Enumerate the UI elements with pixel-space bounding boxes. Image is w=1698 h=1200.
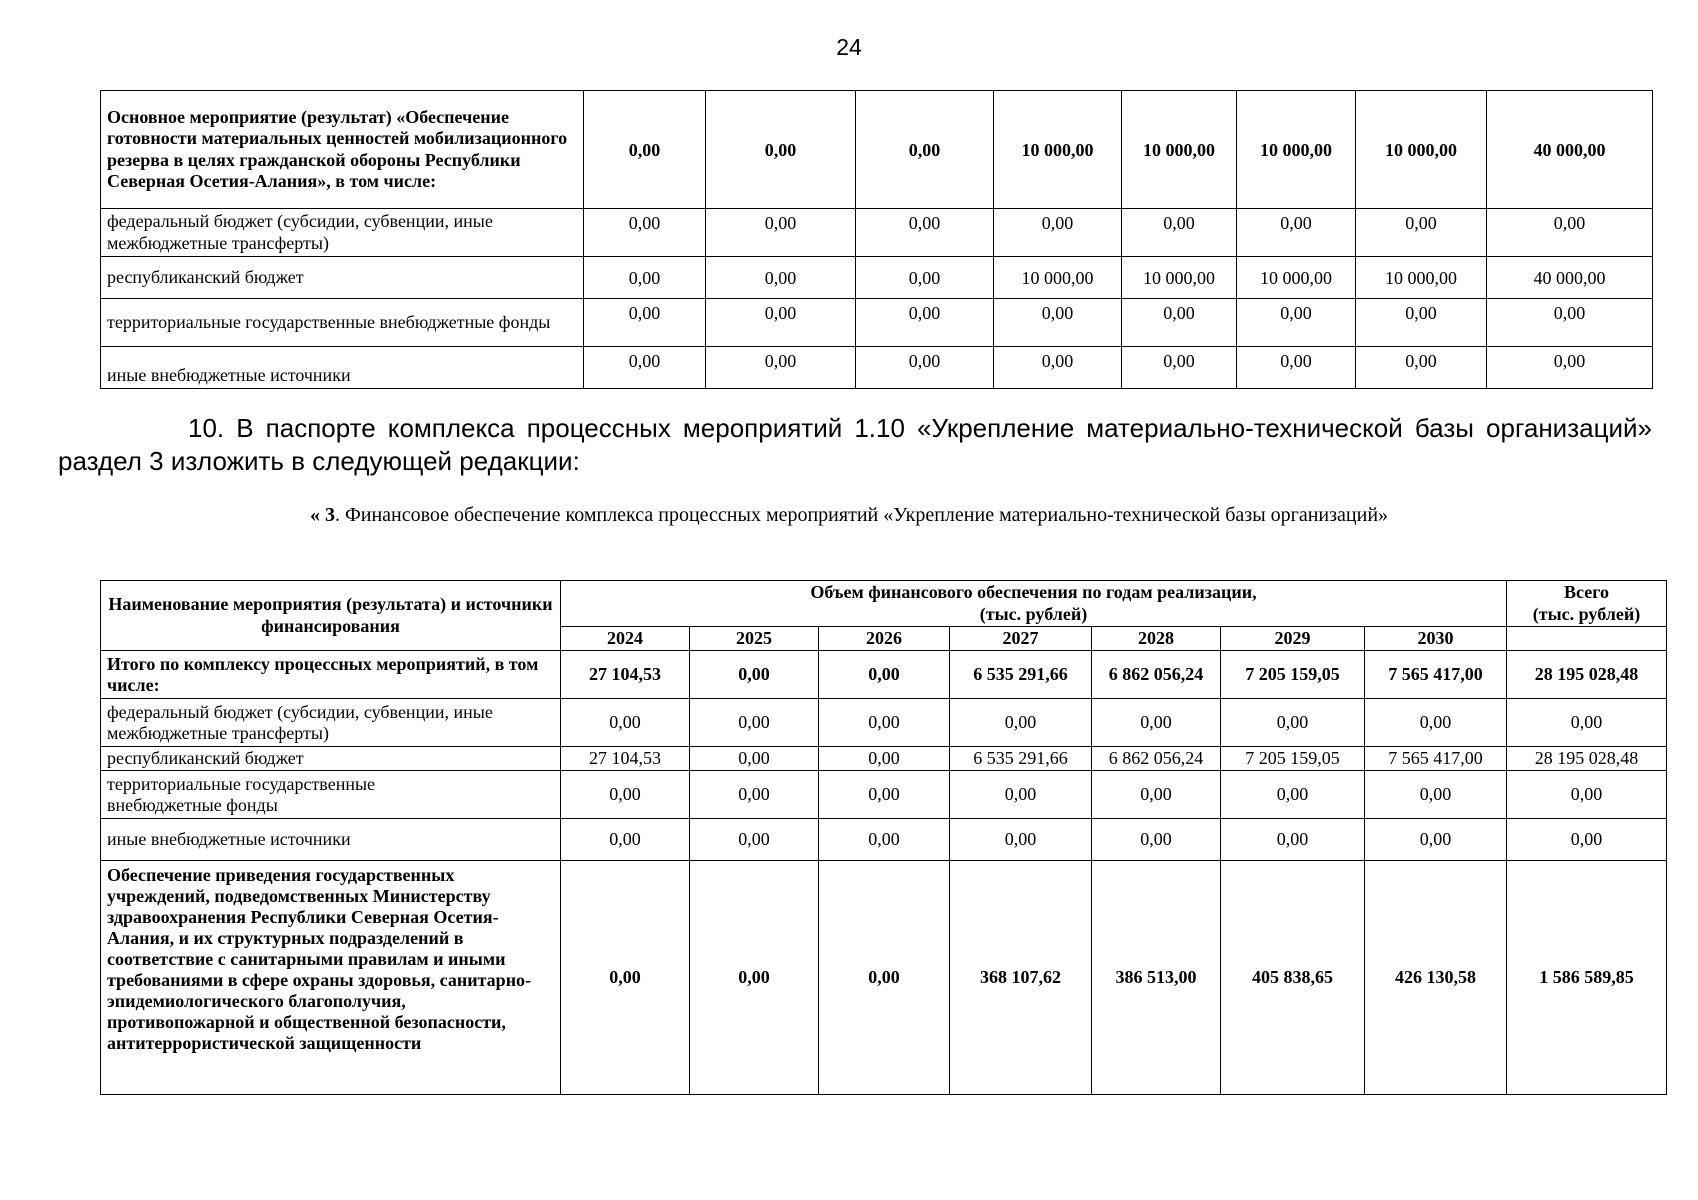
section-title	[0, 504, 1698, 527]
value-cell: 10 000,00	[1237, 91, 1356, 209]
value-cell: 0,00	[1356, 299, 1487, 347]
value-cell: 10 000,00	[1122, 257, 1237, 299]
amendment-paragraph: 10. В паспорте комплекса процессных мероприятий 1.10 «Укрепление материально-технической базы организаций» раздел 3 изложить в следующей редакции:	[58, 413, 1652, 476]
value-cell: 0,00	[561, 861, 690, 1095]
value-cell: 0,00	[950, 699, 1092, 747]
row-name: Итого по комплексу процессных мероприятий, в том числе:	[101, 651, 561, 699]
mobilization-reserve-table	[100, 90, 1653, 389]
total-cell: 28 195 028,48	[1507, 747, 1667, 771]
value-cell: 10 000,00	[994, 257, 1122, 299]
row-name: федеральный бюджет (субсидии, субвенции, иные межбюджетные трансферты)	[101, 699, 561, 747]
value-cell: 0,00	[1365, 699, 1507, 747]
total-cell: 0,00	[1507, 699, 1667, 747]
value-cell: 0,00	[584, 91, 706, 209]
header-total-line2: (тыс. рублей)	[1532, 603, 1641, 624]
header-total-line1: Всего	[1564, 582, 1609, 603]
table-row	[101, 347, 1653, 389]
row-name: республиканский бюджет	[101, 257, 584, 299]
year-header: 2026	[819, 627, 950, 651]
header-volume-line1: Объем финансового обеспечения по годам реализации,	[810, 582, 1257, 603]
header-total	[1507, 581, 1667, 627]
value-cell: 0,00	[856, 91, 994, 209]
total-cell: 0,00	[1507, 819, 1667, 861]
value-cell: 0,00	[950, 771, 1092, 819]
value-cell: 0,00	[690, 861, 819, 1095]
value-cell: 6 862 056,24	[1092, 651, 1221, 699]
row-name: территориальные государственные внебюджетные фонды	[101, 299, 584, 347]
table-row	[101, 699, 1667, 747]
total-cell: 0,00	[1487, 209, 1653, 257]
year-header: 2027	[950, 627, 1092, 651]
value-cell: 0,00	[819, 771, 950, 819]
value-cell: 0,00	[1221, 771, 1365, 819]
value-cell: 0,00	[819, 699, 950, 747]
row-name: территориальные государственные внебюджетные фонды	[101, 771, 561, 819]
row-name: республиканский бюджет	[101, 747, 561, 771]
value-cell: 0,00	[994, 209, 1122, 257]
value-cell: 0,00	[1221, 819, 1365, 861]
total-cell: 0,00	[1507, 771, 1667, 819]
value-cell: 0,00	[690, 747, 819, 771]
table-row	[101, 299, 1653, 347]
value-cell: 0,00	[584, 347, 706, 389]
value-cell: 0,00	[706, 91, 856, 209]
row-name: Основное мероприятие (результат) «Обеспечение готовности материальных ценностей мобилизационного резерва в целях гражданской обороны Республики Северная Осетия-Алания», в том числе:	[101, 91, 584, 209]
value-cell: 405 838,65	[1221, 861, 1365, 1095]
total-cell: 40 000,00	[1487, 91, 1653, 209]
value-cell: 0,00	[950, 819, 1092, 861]
total-cell: 0,00	[1487, 347, 1653, 389]
header-volume	[561, 581, 1507, 627]
value-cell: 426 130,58	[1365, 861, 1507, 1095]
value-cell: 0,00	[690, 651, 819, 699]
value-cell: 0,00	[706, 209, 856, 257]
header-volume-line2: (тыс. рублей)	[979, 603, 1088, 624]
value-cell: 0,00	[1356, 209, 1487, 257]
table-row	[101, 91, 1653, 209]
value-cell: 0,00	[584, 299, 706, 347]
value-cell: 0,00	[994, 299, 1122, 347]
value-cell: 6 535 291,66	[950, 651, 1092, 699]
table-row	[101, 257, 1653, 299]
value-cell: 0,00	[856, 209, 994, 257]
value-cell: 0,00	[1092, 819, 1221, 861]
value-cell: 0,00	[994, 347, 1122, 389]
value-cell: 0,00	[706, 299, 856, 347]
value-cell: 0,00	[1122, 209, 1237, 257]
empty-header	[1507, 627, 1667, 651]
value-cell: 0,00	[1356, 347, 1487, 389]
table-row	[101, 861, 1667, 1095]
value-cell: 0,00	[1365, 819, 1507, 861]
value-cell: 7 205 159,05	[1221, 651, 1365, 699]
value-cell: 0,00	[856, 347, 994, 389]
value-cell: 0,00	[819, 747, 950, 771]
section-number: « 3	[309, 504, 335, 526]
value-cell: 0,00	[690, 819, 819, 861]
table-row	[101, 771, 1667, 819]
header-row	[101, 581, 1667, 627]
value-cell: 0,00	[690, 699, 819, 747]
value-cell: 0,00	[819, 819, 950, 861]
value-cell: 10 000,00	[1122, 91, 1237, 209]
value-cell: 0,00	[561, 819, 690, 861]
total-cell: 28 195 028,48	[1507, 651, 1667, 699]
value-cell: 368 107,62	[950, 861, 1092, 1095]
value-cell: 0,00	[1092, 699, 1221, 747]
value-cell: 7 205 159,05	[1221, 747, 1365, 771]
page-number: 24	[836, 34, 862, 60]
value-cell: 0,00	[584, 257, 706, 299]
value-cell: 0,00	[561, 699, 690, 747]
value-cell: 6 862 056,24	[1092, 747, 1221, 771]
value-cell: 0,00	[1122, 347, 1237, 389]
value-cell: 0,00	[584, 209, 706, 257]
value-cell: 0,00	[561, 771, 690, 819]
row-name: иные внебюджетные источники	[101, 819, 561, 861]
value-cell: 10 000,00	[1356, 257, 1487, 299]
row-name: иные внебюджетные источники	[101, 347, 584, 389]
value-cell: 0,00	[690, 771, 819, 819]
value-cell: 0,00	[1122, 299, 1237, 347]
value-cell: 0,00	[706, 257, 856, 299]
year-header: 2028	[1092, 627, 1221, 651]
value-cell: 0,00	[819, 861, 950, 1095]
value-cell: 7 565 417,00	[1365, 747, 1507, 771]
value-cell: 0,00	[819, 651, 950, 699]
value-cell: 0,00	[856, 257, 994, 299]
value-cell: 10 000,00	[1356, 91, 1487, 209]
value-cell: 27 104,53	[561, 747, 690, 771]
header-name: Наименование мероприятия (результата) и источники финансирования	[101, 581, 561, 651]
value-cell: 0,00	[1237, 209, 1356, 257]
value-cell: 7 565 417,00	[1365, 651, 1507, 699]
value-cell: 0,00	[856, 299, 994, 347]
value-cell: 0,00	[1365, 771, 1507, 819]
total-cell: 40 000,00	[1487, 257, 1653, 299]
value-cell: 386 513,00	[1092, 861, 1221, 1095]
table-row	[101, 747, 1667, 771]
year-header: 2030	[1365, 627, 1507, 651]
value-cell: 27 104,53	[561, 651, 690, 699]
value-cell: 10 000,00	[994, 91, 1122, 209]
value-cell: 0,00	[1237, 347, 1356, 389]
financing-table	[100, 580, 1667, 1095]
total-cell: 0,00	[1487, 299, 1653, 347]
value-cell: 0,00	[1237, 299, 1356, 347]
table-row	[101, 209, 1653, 257]
table-row	[101, 819, 1667, 861]
section-title-text: . Финансовое обеспечение комплекса процессных мероприятий «Укрепление материально-технической базы организаций»	[334, 504, 1389, 526]
value-cell: 10 000,00	[1237, 257, 1356, 299]
value-cell: 0,00	[706, 347, 856, 389]
year-header: 2024	[561, 627, 690, 651]
table-row	[101, 651, 1667, 699]
value-cell: 6 535 291,66	[950, 747, 1092, 771]
row-name: федеральный бюджет (субсидии, субвенции, иные межбюджетные трансферты)	[101, 209, 584, 257]
year-header: 2029	[1221, 627, 1365, 651]
value-cell: 0,00	[1092, 771, 1221, 819]
row-name: Обеспечение приведения государственных учреждений, подведомственных Министерству здравоохранения Республики Северная Осетия-Алания, и их структурных подразделений в соответствие с санитарными правилам и иными требованиями в сфере охраны здоровья, санитарно-эпидемиологического благополучия, противопожарной и общественной безопасности, антитеррористической защищенности	[101, 861, 561, 1095]
value-cell: 0,00	[1221, 699, 1365, 747]
year-header: 2025	[690, 627, 819, 651]
total-cell: 1 586 589,85	[1507, 861, 1667, 1095]
